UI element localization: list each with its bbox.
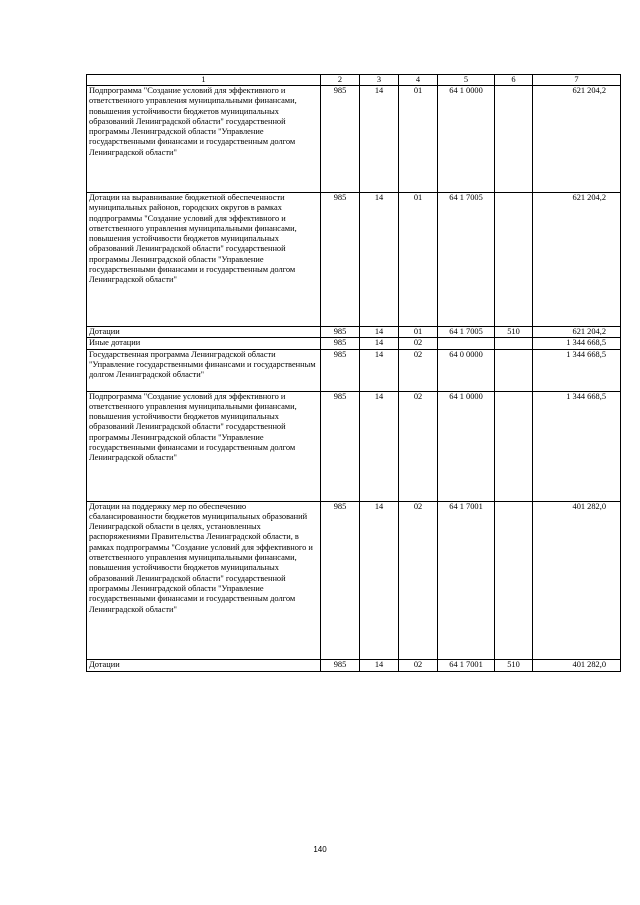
row-code-cell: 985 xyxy=(321,349,360,391)
row-name-cell: Подпрограмма "Создание условий для эффективного и ответственного управления муниципальными финансами, повышения устойчивости бюджетов муниципальных образований Ленинградской области" государственной программы Ленинградской области "Управление государственными финансами и государственным долгом Ленинградской области" xyxy=(87,86,321,193)
row-code-cell: 14 xyxy=(360,659,399,671)
row-name-cell: Иные дотации xyxy=(87,338,321,349)
row-code-cell xyxy=(495,338,533,349)
row-code-cell xyxy=(495,86,533,193)
header-cell-4: 4 xyxy=(399,75,438,86)
row-code-cell: 14 xyxy=(360,327,399,338)
row-code-cell: 01 xyxy=(399,193,438,327)
row-code-cell: 64 1 0000 xyxy=(438,391,495,501)
row-name-cell: Дотации на поддержку мер по обеспечению сбалансированности бюджетов муниципальных образований Ленинградской области в целях, установленных распоряжениями Правительства Ленинградской области, в рамках подпрограммы "Создание условий для эффективного и ответственного управления муниципальными финансами, повышения устойчивости бюджетов муниципальных образований Ленинградской области" государственной программы Ленинградской области "Управление государственными финансами и государственным долгом Ленинградской области" xyxy=(87,501,321,659)
table-row xyxy=(87,349,621,391)
row-code-cell: 02 xyxy=(399,501,438,659)
row-code-cell: 510 xyxy=(495,659,533,671)
table-row xyxy=(87,659,621,671)
header-cell-6: 6 xyxy=(495,75,533,86)
row-code-cell: 64 1 7001 xyxy=(438,501,495,659)
row-code-cell: 02 xyxy=(399,338,438,349)
row-sum-cell: 401 282,0 xyxy=(533,659,621,671)
table-row xyxy=(87,391,621,501)
row-code-cell: 14 xyxy=(360,501,399,659)
row-code-cell: 14 xyxy=(360,349,399,391)
row-code-cell: 985 xyxy=(321,659,360,671)
row-code-cell: 64 0 0000 xyxy=(438,349,495,391)
row-name-cell: Дотации на выравнивание бюджетной обеспеченности муниципальных районов, городских округов в рамках подпрограммы "Создание условий для эффективного и ответственного управления муниципальными финансами, повышения устойчивости бюджетов муниципальных образований Ленинградской области" государственной программы Ленинградской области "Управление государственными финансами и государственным долгом Ленинградской области" xyxy=(87,193,321,327)
row-sum-cell: 621 204,2 xyxy=(533,193,621,327)
row-code-cell: 985 xyxy=(321,391,360,501)
row-sum-cell: 1 344 668,5 xyxy=(533,338,621,349)
row-code-cell xyxy=(495,349,533,391)
row-code-cell xyxy=(495,391,533,501)
table-row xyxy=(87,193,621,327)
row-code-cell: 985 xyxy=(321,327,360,338)
budget-table xyxy=(86,74,621,672)
header-row xyxy=(87,75,621,86)
table-row xyxy=(87,501,621,659)
row-code-cell: 64 1 0000 xyxy=(438,86,495,193)
row-name-cell: Подпрограмма "Создание условий для эффективного и ответственного управления муниципальными финансами, повышения устойчивости бюджетов муниципальных образований Ленинградской области" государственной программы Ленинградской области "Управление государственными финансами и государственным долгом Ленинградской области" xyxy=(87,391,321,501)
row-code-cell: 14 xyxy=(360,193,399,327)
row-code-cell: 64 1 7001 xyxy=(438,659,495,671)
row-code-cell: 985 xyxy=(321,193,360,327)
row-code-cell: 985 xyxy=(321,86,360,193)
row-sum-cell: 1 344 668,5 xyxy=(533,349,621,391)
row-code-cell: 985 xyxy=(321,501,360,659)
row-sum-cell: 1 344 668,5 xyxy=(533,391,621,501)
row-code-cell: 02 xyxy=(399,659,438,671)
table-row xyxy=(87,338,621,349)
row-name-cell: Государственная программа Ленинградской области "Управление государственными финансами и государственным долгом Ленинградской области" xyxy=(87,349,321,391)
header-cell-5: 5 xyxy=(438,75,495,86)
row-code-cell: 14 xyxy=(360,391,399,501)
table-row xyxy=(87,327,621,338)
header-cell-2: 2 xyxy=(321,75,360,86)
row-sum-cell: 621 204,2 xyxy=(533,86,621,193)
table-row xyxy=(87,86,621,193)
row-code-cell: 01 xyxy=(399,86,438,193)
row-code-cell xyxy=(495,193,533,327)
row-code-cell: 14 xyxy=(360,86,399,193)
row-code-cell: 01 xyxy=(399,327,438,338)
row-name-cell: Дотации xyxy=(87,659,321,671)
row-code-cell: 02 xyxy=(399,391,438,501)
row-code-cell: 510 xyxy=(495,327,533,338)
row-name-cell: Дотации xyxy=(87,327,321,338)
row-code-cell xyxy=(495,501,533,659)
header-cell-7: 7 xyxy=(533,75,621,86)
page-number: 140 xyxy=(313,845,327,854)
row-sum-cell: 401 282,0 xyxy=(533,501,621,659)
row-sum-cell: 621 204,2 xyxy=(533,327,621,338)
header-cell-3: 3 xyxy=(360,75,399,86)
row-code-cell: 02 xyxy=(399,349,438,391)
row-code-cell: 64 1 7005 xyxy=(438,327,495,338)
row-code-cell xyxy=(438,338,495,349)
row-code-cell: 14 xyxy=(360,338,399,349)
row-code-cell: 64 1 7005 xyxy=(438,193,495,327)
row-code-cell: 985 xyxy=(321,338,360,349)
header-cell-1: 1 xyxy=(87,75,321,86)
